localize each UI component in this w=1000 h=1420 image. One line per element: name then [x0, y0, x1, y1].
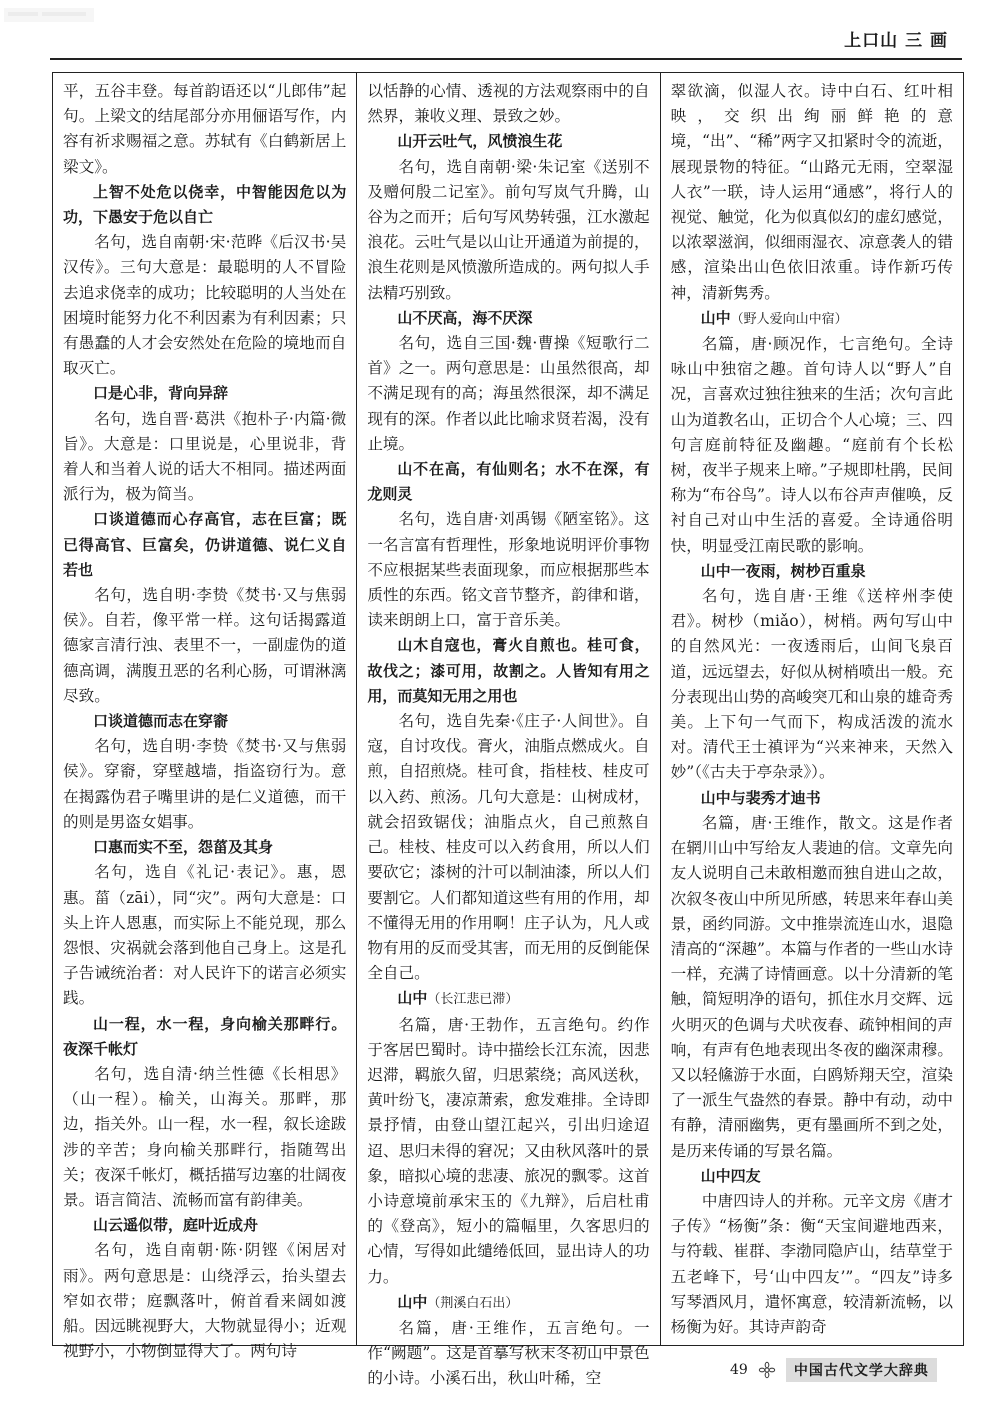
entry-headword [367, 633, 649, 709]
entry-headword [63, 381, 346, 406]
headword-subtitle: （野人爱向山中宿） [730, 311, 848, 327]
headword-subtitle: （荆溪白石出） [427, 1295, 519, 1311]
entry-definition: 名篇，唐·顾况作，七言绝句。全诗咏山中独宿之趣。首句诗人以“野人”自况，言喜欢过独往独来的生活；次句言此山为道教名山，正切合个人心境；三、四句言庭前特征及幽趣。“庭前有个长松树，夜半子规来上啼。”子规即杜鹃，民间称为“布谷鸟”。诗人以布谷声声催唤，反衬自己对山中生活的喜爱。全诗通俗明快，明显受江南民歌的影响。 [670, 335, 953, 555]
entry-definition: 名句，选自晋·葛洪《抱朴子·内篇·微旨》。大意是：口里说是，心里说非，背着人和当着人说的话大不相同。描述两面派行为，极为简当。 [63, 409, 347, 504]
entry-headword [63, 835, 346, 860]
headword-text: 山一程，水一程，身向榆关那畔行。夜深千帐灯 [63, 1014, 347, 1058]
entry-definition: 名篇，唐·王维作，散文。这是作者在辋川山中写给友人裴迪的信。文章先向友人说明自己未敢相邀而独自进山之故，次叙冬夜山中所见所感，转思来年春山美景，函约同游。文中推崇流连山水，退隐清高的“深趣”。本篇与作者的一些山水诗一样，充满了诗情画意。以十分清新的笔触，简短明净的语句，抓住水月交辉、远火明灭的色调与犬吠夜春、疏钟相间的声响，有声有色地表现出冬夜的幽深肃穆。又以轻鯈游于水面，白鸥矫翔天空，渲染了一派生气盎然的春景。静中有动，动中有静，清丽幽隽，更有墨画所不到之处，是历来传诵的写景名篇。 [670, 813, 953, 1160]
header-rule [50, 58, 962, 60]
page-footer [730, 1358, 937, 1382]
entry-definition: 名句，选自三国·魏·曹操《短歌行二首》之一。两句意思是：山虽然很高，却不满足现有的高；海虽然很深，却不满足现有的深。作者以此比喻求贤若渴，没有止境。 [367, 334, 650, 453]
headword-text: 口谈道德而志在穿窬 [93, 712, 229, 731]
entry-definition: 名句，选自南朝·梁·朱记室《送别不及赠何殷二记室》。前句写岚气升腾，山谷为之而开；后句写风势转强，江水激起浪花。云吐气是以山让开通道为前提的，浪生花则是风愤激所造成的。两句拟人手法精巧别致。 [367, 157, 650, 302]
entry-definition: 名句，选自《礼记·表记》。惠，恩惠。菑（zāi），同“灾”。两句大意是：口头上许人恩惠，而实际上不能兑现，那么怨恨、灾祸就会落到他自己身上。这是孔子告诫统治者：对人民许下的诺言必须实践。 [63, 863, 347, 1008]
headword-text: 山中一夜雨，树杪百重泉 [700, 561, 866, 580]
entry-headword [671, 559, 953, 584]
entry-headword [63, 180, 346, 230]
entry-headword [63, 1213, 346, 1238]
headword-text: 山云遥似带，庭叶近成舟 [93, 1216, 259, 1235]
headword-text: 山开云吐气，风愤浪生花 [397, 132, 563, 151]
entry-headword [367, 457, 649, 507]
entry-definition: 名句，选自明·李贽《焚书·又与焦弱侯》。穿窬，穿壁越墙，指盗窃行为。意在揭露伪君子嘴里讲的是仁义道德，而干的则是男盗女娼事。 [63, 737, 347, 831]
entry-definition: 名句，选自南朝·陈·阴铿《闲居对雨》。两句意思是：山绕浮云，抬头望去窄如衣带；庭飘落叶，俯首看来阔如渡船。因远眺视野大，大物就显得小；近观视野小，小物倒显得大了。两句诗 [63, 1241, 347, 1361]
entry-headword [671, 1164, 953, 1189]
entry-definition: 名句，选自先秦·《庄子·人间世》。自寇，自讨攻伐。膏火，油脂点燃成火。自煎，自招煎烧。桂可食，指桂枝、桂皮可以入药、煎汤。几句大意是：山树成材，就会招致锯伐；油脂点火，自己煎熬自己。桂枝、桂皮可以入药食用，所以人们要砍它；漆树的汁可以制油漆，所以人们要割它。人们都知道这些有用的作用，却不懂得无用的作用啊！庄子认为，凡人或物有用的反而受其害，而无用的反倒能保全自己。 [367, 712, 650, 983]
entry-definition: 名篇，唐·王维作，五言绝句。一作“阙题”。这是首摹写秋末冬初山中景色的小诗。小溪石出，秋山叶稀，空 [367, 1318, 650, 1388]
entry-headword [671, 786, 953, 811]
column-left [53, 73, 356, 1361]
column-middle [356, 73, 659, 1388]
headword-text: 山不厌高，海不厌深 [397, 308, 533, 327]
headword-text: 口谈道德而心存高官，志在巨富；既已得高官、巨富矣，仍讲道德、说仁义自若也 [63, 510, 347, 579]
headword-text: 山中 [397, 989, 428, 1008]
headword-text: 山中四友 [700, 1166, 761, 1185]
headword-text: 口惠而实不至，怨菑及其身 [93, 838, 274, 857]
entry-headword [367, 129, 649, 154]
page-number: 49 [730, 1362, 748, 1378]
headword-text: 山中与裴秀才迪书 [700, 788, 821, 807]
headword-text: 山中 [700, 308, 731, 327]
entry-definition: 名句，选自明·李贽《焚书·又与焦弱侯》。自若，像平常一样。这句话揭露道德家言清行浊、表里不一，一副虚伪的道德高调，满腹丑恶的名利心肠，可谓淋漓尽致。 [63, 586, 347, 705]
entry-definition: 中唐四诗人的并称。元辛文房《唐才子传》“杨衡”条：衡“天宝间避地西来，与符载、崔群、李渤同隐庐山，结草堂于五老峰下，号‘山中四友’”。“四友”诗多写琴酒风月，遣怀寓意，较清新流畅，以杨衡为好。其诗声韵奇 [670, 1191, 953, 1336]
headword-text: 山不在高，有仙则名；水不在深，有龙则灵 [367, 460, 650, 504]
entry-headword [367, 306, 649, 331]
entry-headword [367, 986, 649, 1012]
entry-headword [367, 1290, 649, 1316]
headword-subtitle: （长江悲已滞） [427, 992, 519, 1008]
entry-headword [63, 1012, 346, 1062]
headword-text: 口是心非，背向异辞 [93, 384, 229, 403]
running-header: 上口山 三 画 [844, 31, 948, 51]
flower-ornament-icon [758, 1361, 776, 1379]
entry-headword [63, 507, 346, 583]
entry-definition: 名句，选自清·纳兰性德《长相思》（山一程）。榆关，山海关。那畔，那边，指关外。山一程，水一程，叙长途跋涉的辛苦；身向榆关那畔行，指随驾出关；夜深千帐灯，概括描写边塞的壮阔夜景。语言简洁、流畅而富有韵律美。 [63, 1064, 347, 1209]
entry-definition: 平，五谷丰登。每首韵语还以“儿郎伟”起句。上梁文的结尾部分亦用俪语写作，内容有祈求赐福之意。苏轼有《白鹤新居上梁文》。 [63, 82, 347, 176]
entry-headword [671, 306, 953, 332]
entry-headword [63, 709, 346, 734]
headword-text: 山木自寇也，膏火自煎也。桂可食，故伐之；漆可用，故割之。人皆知有用之用，而莫知无用之用也 [367, 636, 650, 705]
entry-definition: 翠欲滴，似湿人衣。诗中白石、红叶相映，交织出绚丽鲜艳的意境，“出”、“稀”两字又扣紧时令的流逝，展现景物的特征。“山路元无雨，空翠湿人衣”一联，诗人运用“通感”，将行人的视觉、触觉，化为似真似幻的虚幻感觉，以浓翠滋润，似细雨湿衣、凉意袭人的错感，渲染出山色依旧浓重。诗作新巧传神，清新隽秀。 [670, 82, 953, 302]
headword-text: 上智不处危以侥幸，中智能因危以为功，下愚安于危以自亡 [63, 182, 347, 227]
entry-definition: 名篇，唐·王勃作，五言绝句。约作于客居巴蜀时。诗中描绘长江东流，因悲迟滞，羁旅久留，归思萦绕；高风送秋，黄叶纷飞，凄凉萧索，愈发难排。全诗即景抒情，由登山望江起兴，引出归途迢迢、思归未得的窘况；又由秋风落叶的景象，暗拟心境的悲凄、旅况的飘零。这首小诗意境前承宋玉的《九辩》，后启杜甫的《登高》，短小的篇幅里，久客思归的心情，写得如此缱绻低回，显出诗人的功力。 [367, 1015, 650, 1286]
entry-definition: 名句，选自唐·刘禹锡《陋室铭》。这一名言富有哲理性，形象地说明评价事物不应根据某些表面现象，而应根据那些本质性的东西。铭文音节整齐，韵律和谐，读来朗朗上口，富于音乐美。 [367, 510, 650, 630]
book-title: 中国古代文学大辞典 [786, 1358, 937, 1382]
publisher-logo [2, 2, 102, 30]
entry-definition: 名句，选自唐·王维《送梓州李使君》。树杪（miǎo），树梢。两句写山中的自然风光：一夜透雨后，山间飞泉百道，远远望去，好似从树梢喷出一般。充分表现出山势的高峻突兀和山泉的雄奇秀美。上下句一气而下，构成活泼的流水对。清代王士禛评为“兴来神来，天然入妙”（《古夫于亭杂录》）。 [670, 587, 953, 782]
entry-definition: 以恬静的心情、透视的方法观察雨中的自然界，兼收义理、景致之妙。 [367, 82, 650, 126]
column-right [660, 73, 963, 1345]
headword-text: 山中 [397, 1292, 428, 1311]
entry-definition: 名句，选自南朝·宋·范晔《后汉书·吴汉传》。三句大意是：最聪明的人不冒险去追求侥幸的成功；比较聪明的人当处在困境时能努力化不利因素为有利因素；只有愚蠢的人才会安然处在危险的境地而自取灭亡。 [63, 233, 347, 378]
